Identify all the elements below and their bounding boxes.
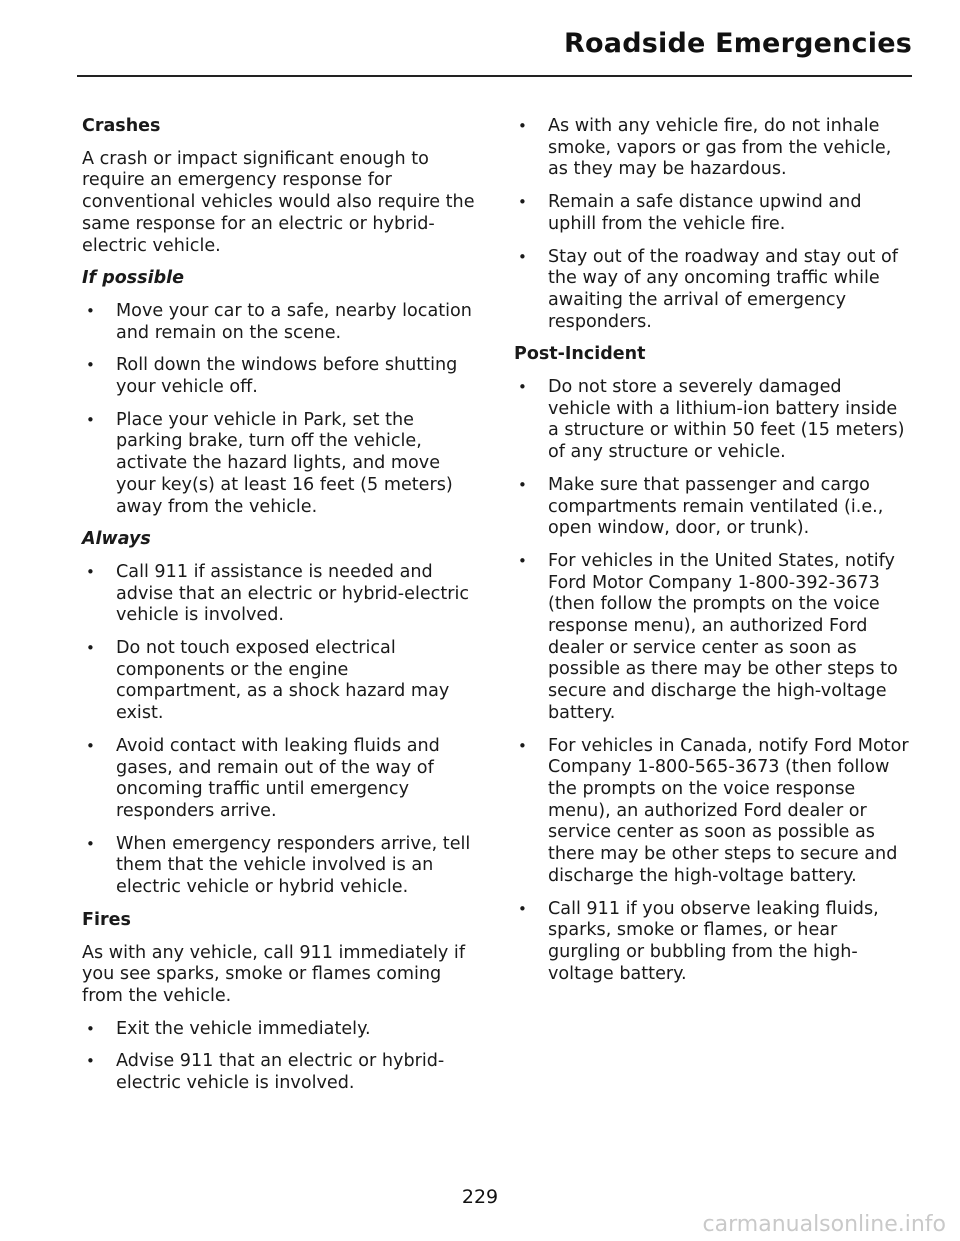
- list-item: • For vehicles in the United States, notify Ford Motor Company 1-800-392-3673 (then follow the prompts on the voice response menu), an authorized Ford dealer or service center as soon as possible as there may be other steps to secure and discharge the high-voltage battery.: [514, 551, 909, 725]
- list-item: • For vehicles in Canada, notify Ford Motor Company 1-800-565-3673 (then follow the prompts on the voice response menu), an authorized Ford dealer or service center as soon as possible as there may be other steps to secure and discharge the high-voltage battery.: [514, 736, 909, 888]
- list-item: • Advise 911 that an electric or hybrid-electric vehicle is involved.: [82, 1051, 477, 1094]
- page-title: Roadside Emergencies: [564, 28, 912, 59]
- list-item: • Exit the vehicle immediately.: [82, 1019, 477, 1041]
- list-item: • Call 911 if assistance is needed and advise that an electric or hybrid-electric vehicle is involved.: [82, 562, 477, 627]
- watermark-text: carmanualsonline.info: [702, 1212, 946, 1237]
- post-incident-list: [514, 377, 909, 985]
- fires-heading: Fires: [82, 909, 131, 930]
- if-possible-list: [82, 301, 477, 518]
- fires-intro: As with any vehicle, call 911 immediately if you see sparks, smoke or flames coming from the vehicle.: [82, 942, 466, 1006]
- fire-continued-list: [514, 116, 909, 333]
- list-item: • Remain a safe distance upwind and uphill from the vehicle fire.: [514, 192, 909, 235]
- page-number: 229: [461, 1186, 499, 1208]
- list-item: • Move your car to a safe, nearby location and remain on the scene.: [82, 301, 477, 344]
- list-item: • As with any vehicle fire, do not inhale smoke, vapors or gas from the vehicle, as they may be hazardous.: [514, 116, 909, 181]
- crashes-intro: A crash or impact significant enough to require an emergency response for conventional vehicles would also require the same response for an electric or hybrid-electric vehicle.: [82, 148, 475, 256]
- crashes-heading: Crashes: [82, 116, 161, 136]
- list-item: • Roll down the windows before shutting your vehicle off.: [82, 355, 477, 398]
- list-item: • Stay out of the roadway and stay out of the way of any oncoming traffic while awaiting the arrival of emergency responders.: [514, 247, 909, 334]
- list-item: • Place your vehicle in Park, set the parking brake, turn off the vehicle, activate the hazard lights, and move your key(s) at least 16 feet (5 meters) away from the vehicle.: [82, 410, 477, 519]
- fires-list: [82, 1019, 477, 1095]
- post-incident-heading: Post-Incident: [514, 344, 646, 365]
- header-divider: [77, 75, 912, 77]
- list-item: • Do not touch exposed electrical components or the engine compartment, as a shock hazard may exist.: [82, 638, 477, 725]
- if-possible-heading: If possible: [82, 268, 184, 289]
- right-column: [514, 116, 909, 996]
- left-column: [82, 116, 477, 1106]
- list-item: • Call 911 if you observe leaking fluids, sparks, smoke or flames, or hear gurgling or bubbling from the high-voltage battery.: [514, 899, 909, 986]
- list-item: • When emergency responders arrive, tell them that the vehicle involved is an electric vehicle or hybrid vehicle.: [82, 834, 477, 899]
- list-item: • Avoid contact with leaking fluids and gases, and remain out of the way of oncoming traffic until emergency responders arrive.: [82, 736, 477, 823]
- list-item: • Make sure that passenger and cargo compartments remain ventilated (i.e., open window, door, or trunk).: [514, 475, 909, 540]
- always-list: [82, 562, 477, 899]
- always-heading: Always: [82, 529, 151, 550]
- list-item: • Do not store a severely damaged vehicle with a lithium-ion battery inside a structure or within 50 feet (15 meters) of any structure or vehicle.: [514, 377, 909, 464]
